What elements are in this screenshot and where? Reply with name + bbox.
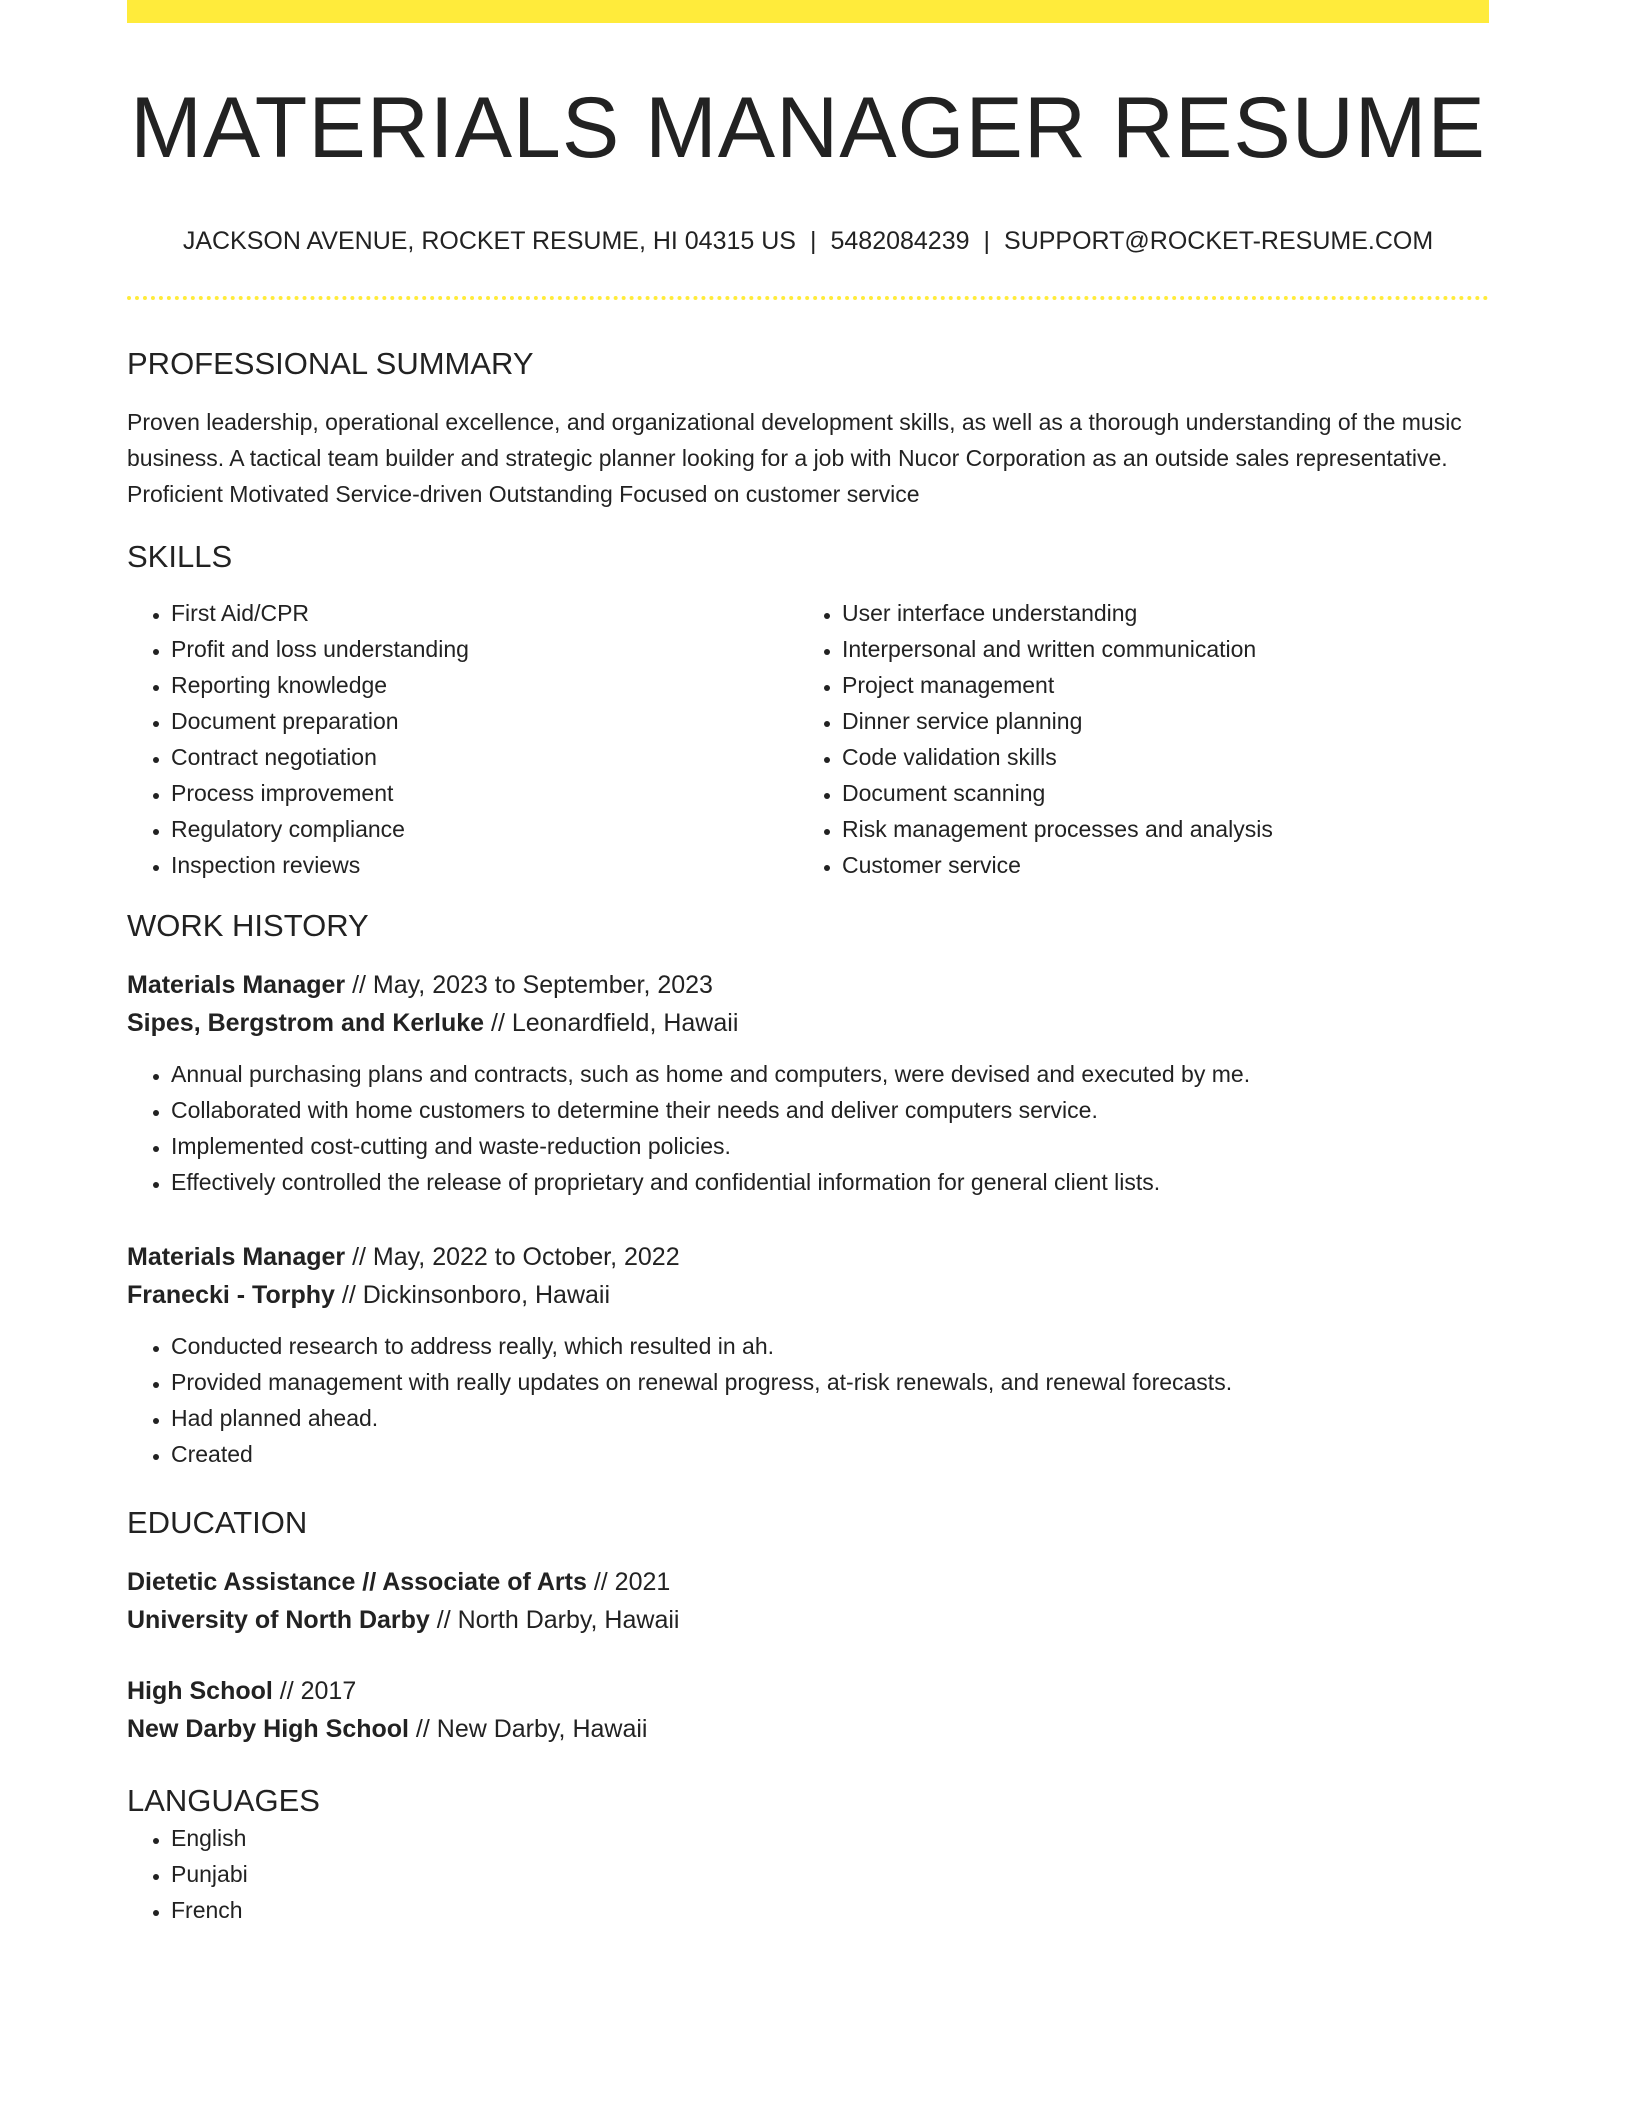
education-school: University of North Darby bbox=[127, 1606, 430, 1635]
skill-item: • Profit and loss understanding bbox=[171, 631, 798, 667]
job-duties-list bbox=[127, 1056, 1489, 1200]
skill-item: • Inspection reviews bbox=[171, 847, 798, 883]
skill-item: • Contract negotiation bbox=[171, 739, 798, 775]
contact-email: SUPPORT@ROCKET-RESUME.COM bbox=[1004, 226, 1434, 255]
skill-item: • Risk management processes and analysis bbox=[842, 811, 1469, 847]
language-item: • English bbox=[171, 1820, 1489, 1856]
education-school-line bbox=[127, 1710, 1489, 1748]
skill-item: • Document scanning bbox=[842, 775, 1469, 811]
job-location: // Dickinsonboro, Hawaii bbox=[334, 1281, 611, 1310]
education-degree-line bbox=[127, 1563, 1489, 1601]
summary-text: Proven leadership, operational excellence, and organizational development skills, as well as a thorough understanding of the music business. A tactical team builder and strategic planner looking for a job with Nucor Corporation as an outside sales representative. Proficient Motivated Service-driven Outstanding Focused on customer service bbox=[127, 408, 1462, 507]
section-heading-skills: SKILLS bbox=[127, 538, 233, 574]
education-school: New Darby High School bbox=[127, 1715, 409, 1744]
education-degree: Dietetic Assistance // Associate of Arts bbox=[127, 1568, 587, 1597]
job-duty: • Implemented cost-cutting and waste-reduction policies. bbox=[171, 1128, 1489, 1164]
job-dates: // May, 2022 to October, 2022 bbox=[345, 1243, 680, 1272]
job-title: Materials Manager bbox=[127, 971, 346, 1000]
section-heading-work-history: WORK HISTORY bbox=[127, 907, 369, 943]
skills-column-right bbox=[798, 595, 1469, 883]
job-duties-list bbox=[127, 1328, 1489, 1472]
education-degree-line bbox=[127, 1672, 1489, 1710]
education-location: // North Darby, Hawaii bbox=[429, 1606, 680, 1635]
job-company-line bbox=[127, 1004, 1489, 1042]
job-entry bbox=[127, 966, 1489, 1200]
language-item: • French bbox=[171, 1892, 1489, 1928]
education-entry bbox=[127, 1672, 1489, 1748]
skill-item: • Reporting knowledge bbox=[171, 667, 798, 703]
dotted-divider bbox=[127, 296, 1489, 300]
job-title-line bbox=[127, 966, 1489, 1004]
accent-top-bar bbox=[127, 0, 1489, 23]
skills-column-left bbox=[127, 595, 798, 883]
language-item: • Punjabi bbox=[171, 1856, 1489, 1892]
job-company-line bbox=[127, 1276, 1489, 1314]
job-duty: • Provided management with really updates on renewal progress, at-risk renewals, and renewal forecasts. bbox=[171, 1364, 1489, 1400]
job-duty: • Had planned ahead. bbox=[171, 1400, 1489, 1436]
skills-list-right bbox=[798, 595, 1469, 883]
job-duty: • Conducted research to address really, which resulted in ah. bbox=[171, 1328, 1489, 1364]
skill-item: • Project management bbox=[842, 667, 1469, 703]
skill-item: • Document preparation bbox=[171, 703, 798, 739]
skill-item: • Regulatory compliance bbox=[171, 811, 798, 847]
education-entry bbox=[127, 1563, 1489, 1639]
skill-item: • Dinner service planning bbox=[842, 703, 1469, 739]
job-title: Materials Manager bbox=[127, 1243, 346, 1272]
section-heading-languages: LANGUAGES bbox=[127, 1783, 320, 1819]
languages-list bbox=[127, 1820, 1489, 1928]
skill-item: • Process improvement bbox=[171, 775, 798, 811]
contact-line bbox=[127, 226, 1489, 256]
skill-item: • Interpersonal and written communication bbox=[842, 631, 1469, 667]
skill-item: • Code validation skills bbox=[842, 739, 1469, 775]
section-heading-summary: PROFESSIONAL SUMMARY bbox=[127, 345, 534, 381]
job-duty: • Collaborated with home customers to determine their needs and deliver computers service. bbox=[171, 1092, 1489, 1128]
resume-page bbox=[127, 0, 1489, 1928]
education-degree: High School bbox=[127, 1677, 273, 1706]
section-heading-education: EDUCATION bbox=[127, 1505, 308, 1541]
education-location: // New Darby, Hawaii bbox=[408, 1715, 648, 1744]
job-dates: // May, 2023 to September, 2023 bbox=[345, 971, 713, 1000]
contact-separator: | bbox=[983, 226, 991, 255]
contact-separator: | bbox=[809, 226, 817, 255]
education-year: // 2017 bbox=[272, 1677, 357, 1706]
job-duty: • Effectively controlled the release of proprietary and confidential information for general client lists. bbox=[171, 1164, 1489, 1200]
job-location: // Leonardfield, Hawaii bbox=[484, 1009, 739, 1038]
contact-phone: 5482084239 bbox=[830, 226, 970, 255]
job-company: Franecki - Torphy bbox=[127, 1281, 335, 1310]
skills-grid bbox=[127, 595, 1489, 883]
job-entry bbox=[127, 1238, 1489, 1472]
job-duty: • Created bbox=[171, 1436, 1489, 1472]
education-school-line bbox=[127, 1601, 1489, 1639]
resume-title: MATERIALS MANAGER RESUME bbox=[130, 80, 1486, 176]
skill-item: • Customer service bbox=[842, 847, 1469, 883]
skill-item: • First Aid/CPR bbox=[171, 595, 798, 631]
skills-list-left bbox=[127, 595, 798, 883]
contact-address: JACKSON AVENUE, ROCKET RESUME, HI 04315 US bbox=[182, 226, 796, 255]
job-title-line bbox=[127, 1238, 1489, 1276]
job-duty: • Annual purchasing plans and contracts, such as home and computers, were devised and executed by me. bbox=[171, 1056, 1489, 1092]
education-year: // 2021 bbox=[586, 1568, 671, 1597]
job-company: Sipes, Bergstrom and Kerluke bbox=[127, 1009, 485, 1038]
skill-item: • User interface understanding bbox=[842, 595, 1469, 631]
